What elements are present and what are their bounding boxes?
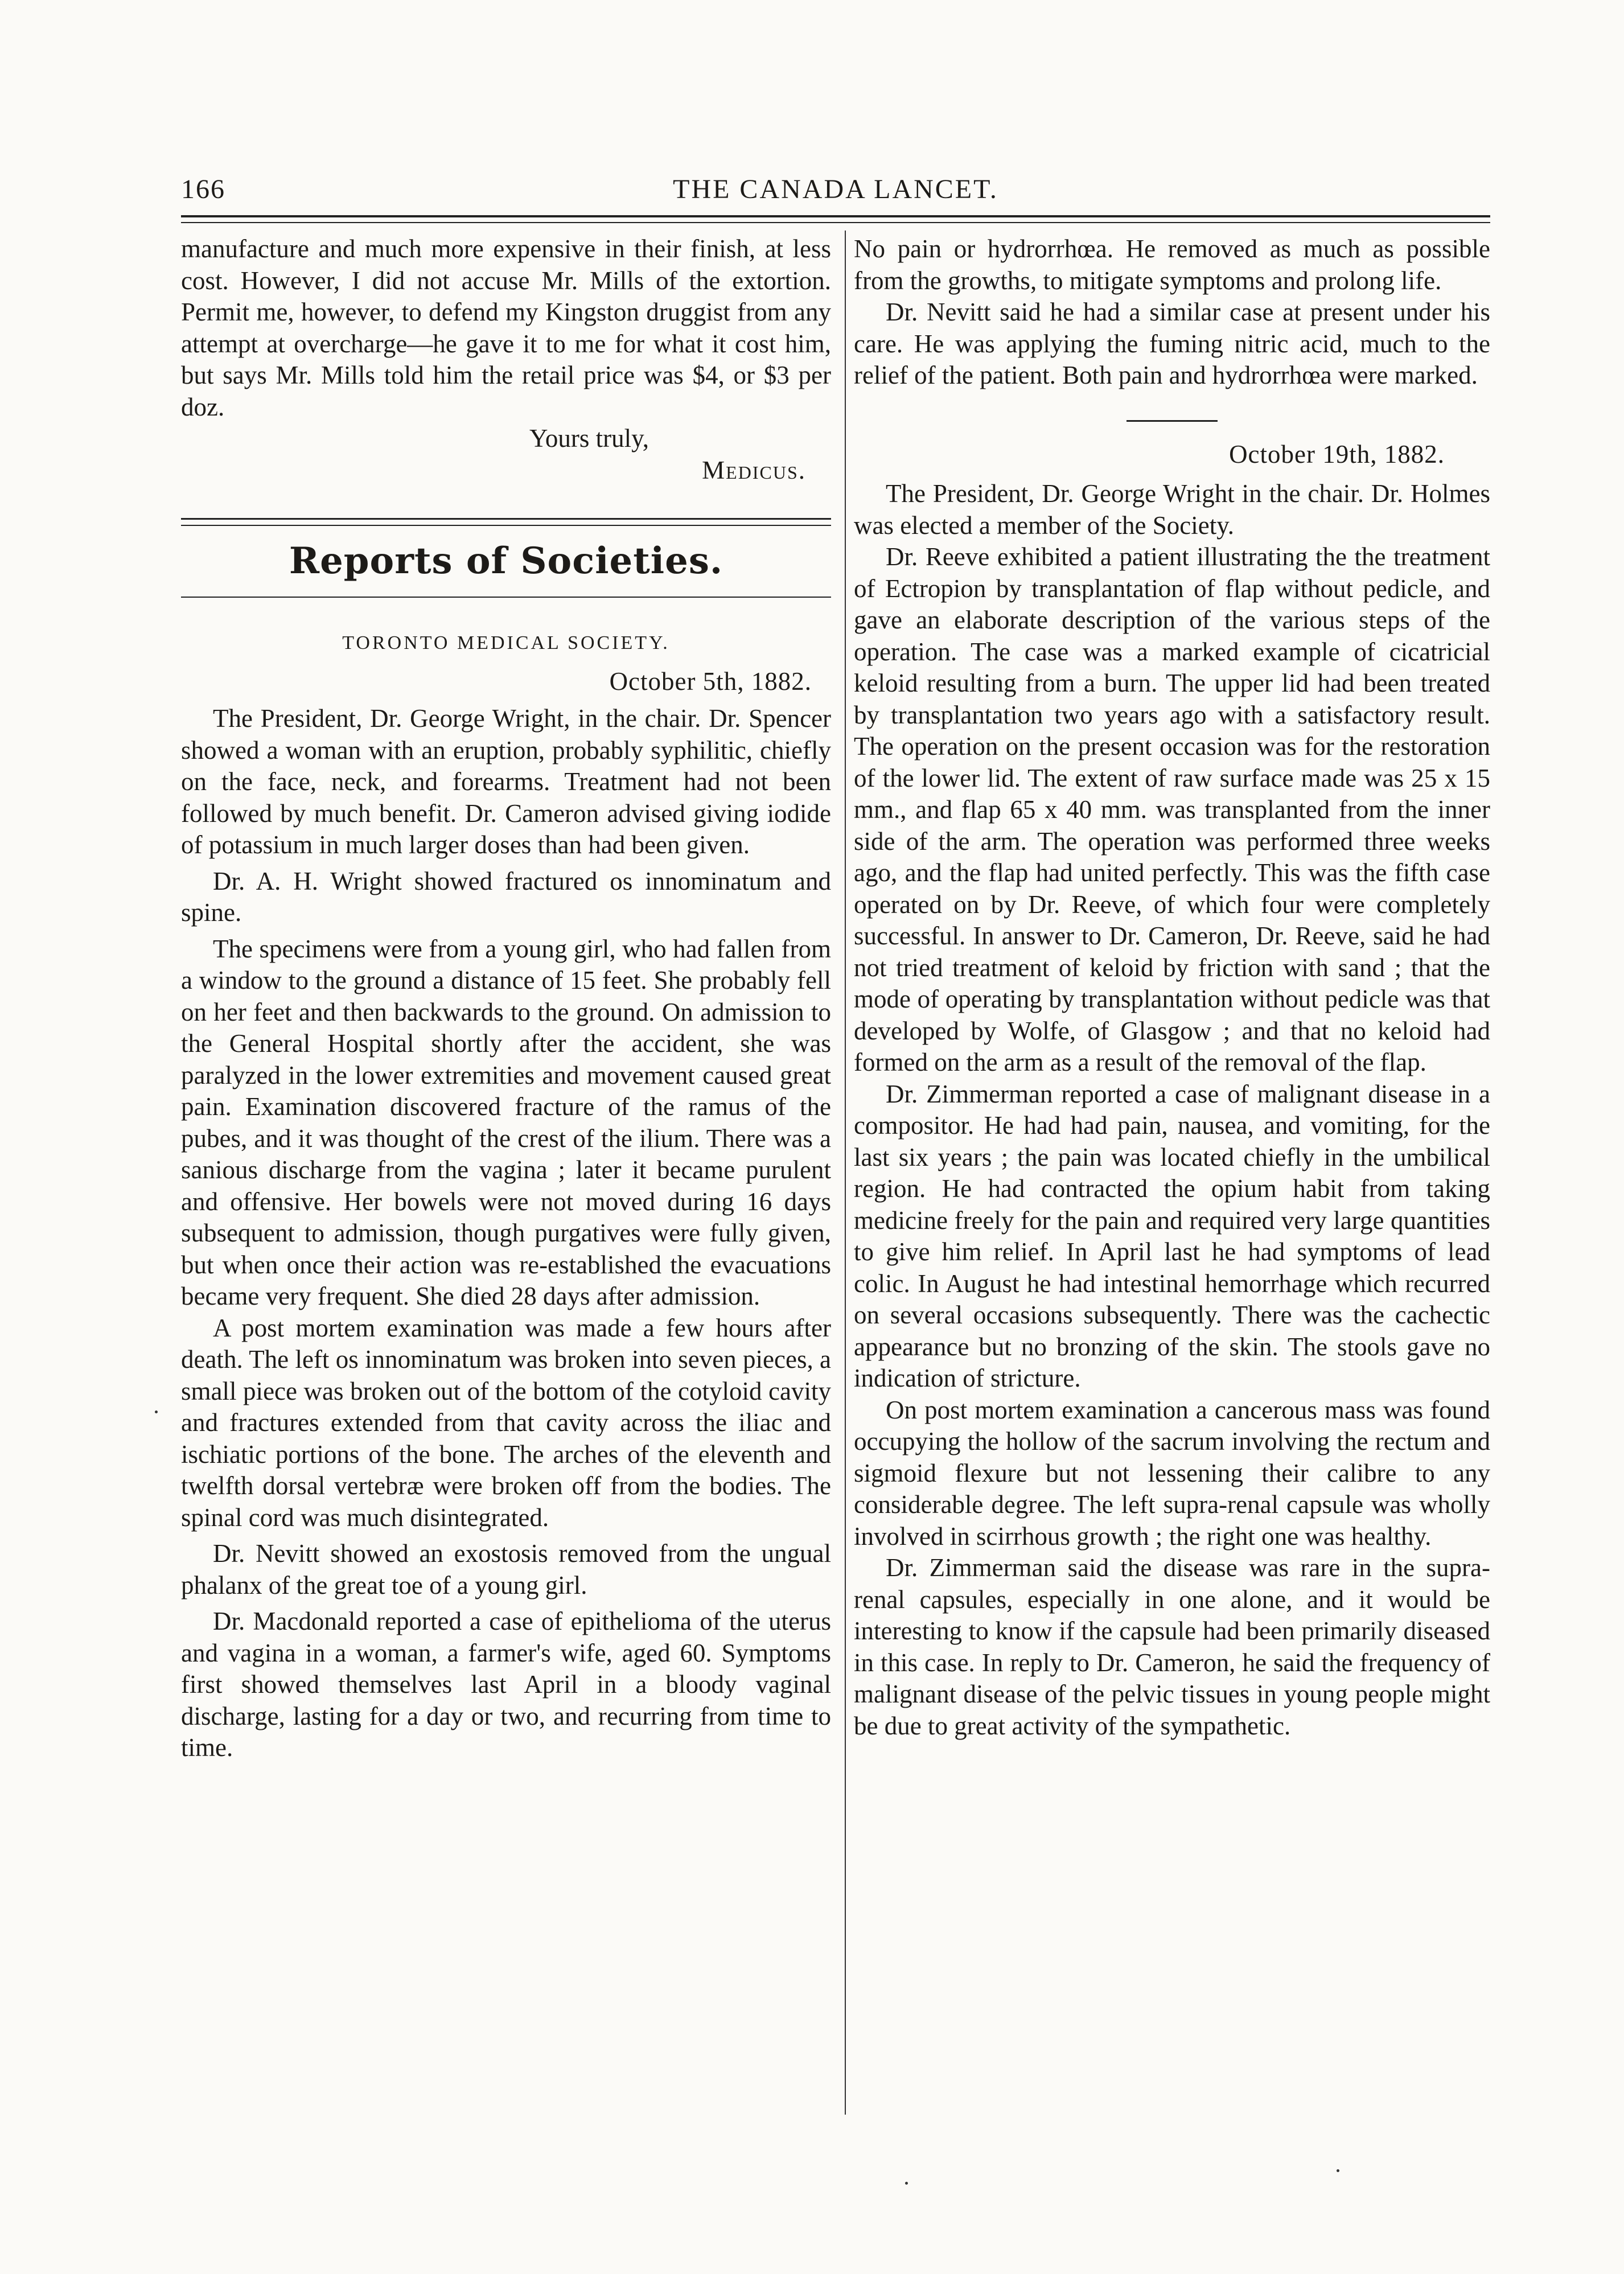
report-paragraph: The President, Dr. George Wright, in the chair. Dr. Spencer showed a woman with an eruption, probably syphilitic, chiefly on the face, neck, and forearms. Treatment had not been followed by much benefit. Dr. Cameron advised giving iodide of potassium in much larger doses than had been given. (181, 704, 831, 859)
column-divider (845, 231, 846, 2115)
meeting-date: October 5th, 1882. (609, 667, 812, 696)
report-paragraph: Dr. Macdonald reported a case of epithelioma of the uterus and vagina in a woman, a farmer's wife, aged 60. Symptoms first showed themselves last April in a bloody vaginal discharge, lasting for a day or two, and recurring from time to time. (181, 1607, 831, 1762)
society-name: TORONTO MEDICAL SOCIETY. (342, 632, 670, 653)
print-speck (905, 2182, 908, 2185)
meeting-date: October 19th, 1882. (1229, 439, 1445, 468)
signoff-line: Yours truly, (529, 424, 649, 453)
meeting-separator-rule (1126, 420, 1218, 422)
report-paragraph: A post mortem examination was made a few hours after death. The left os innominatum was broken into seven pieces, a small piece was broken out of the bottom of the cotyloid cavity and fractures extended from that cavity across the iliac and ischiatic portions of the bone. The arches of the eleventh and twelfth dorsal vertebræ were broken off from the bodies. The spinal cord was much disintegrated. (181, 1313, 831, 1532)
report-paragraph: Dr. Zimmerman said the disease was rare in the supra-renal capsules, especially in one alone, and it would be interesting to know if the capsule had been primarily diseased in this case. In reply to Dr. Cameron, he said the frequency of malignant disease of the pelvic tissues in young people might be due to great activity of the sympathetic. (854, 1553, 1490, 1740)
report-paragraph: The specimens were from a young girl, who had fallen from a window to the ground a distance of 15 feet. She probably fell on her feet and then backwards to the ground. On admission to the General Hospital shortly after the accident, she was paralyzed in the lower extremities and movement caused great pain. Examination discovered fracture of the ramus of the pubes, and it was thought of the crest of the ilium. There was a sanious discharge from the vagina ; later it became purulent and offensive. Her bowels were not moved during 16 days subsequent to admission, though purgatives were fully given, but when once their action was re-established the evacuations became very frequent. She died 28 days after admission. (181, 934, 831, 1310)
page-number: 166 (181, 174, 225, 204)
print-speck (1337, 2169, 1339, 2172)
report-paragraph: Dr. Zimmerman reported a case of malignant disease in a compositor. He had had pain, nausea, and vomiting, for the last six years ; the pain was located chiefly in the umbilical region. He had contracted the opium habit from taking medicine freely for the pain and required very large quantities to give him relief. In April last he had symptoms of lead colic. In August he had intestinal hemorrhage which recurred on several occasions subsequently. There was the cachectic appearance but no bronzing of the skin. The stools gave no indication of stricture. (854, 1079, 1490, 1392)
report-paragraph: Dr. A. H. Wright showed fractured os innominatum and spine. (181, 866, 831, 927)
section-rule-top (181, 518, 831, 526)
letter-paragraph: manufacture and much more expensive in their finish, at less cost. However, I did not accuse Mr. Mills of the extortion. Permit me, however, to defend my Kingston druggist from any attempt at overcharge—he gave it to me for what it cost him, but says Mr. Mills told him the retail price was $4, or $3 per doz. (181, 235, 831, 421)
report-paragraph: No pain or hydrorrhœa. He removed as much as possible from the growths, to mitigate symptoms and prolong life. (854, 235, 1490, 295)
section-rule-bottom (181, 597, 831, 598)
right-column (854, 233, 1490, 1742)
report-paragraph: The President, Dr. George Wright in the chair. Dr. Holmes was elected a member of the Society. (854, 479, 1490, 540)
print-speck (155, 1411, 158, 1413)
report-paragraph: On post mortem examination a cancerous mass was found occupying the hollow of the sacrum involving the rectum and sigmoid flexure but not lessening their calibre to any considerable degree. The left supra-renal capsule was wholly involved in scirrhous growth ; the right one was healthy. (854, 1395, 1490, 1551)
report-paragraph: Dr. Nevitt showed an exostosis removed from the ungual phalanx of the great toe of a young girl. (181, 1539, 831, 1599)
header-rule-thin (181, 222, 1490, 223)
header-rule-thick (181, 215, 1490, 217)
section-title: Reports of Societies. (289, 540, 723, 582)
page-header (181, 174, 1490, 208)
report-paragraph: Dr. Reeve exhibited a patient illustrating the the treatment of Ectropion by transplantation of flap without pedicle, and gave an elaborate description of the various steps of the operation. The case was a marked example of cicatricial keloid resulting from a burn. The upper lid had been treated by transplantation two years ago with a satisfactory result. The operation on the present occasion was for the restoration of the lower lid. The extent of raw surface made was 25 x 15 mm., and flap 65 x 40 mm. was transplanted from the inner side of the arm. The operation was performed three weeks ago, and the flap had united perfectly. This was the fifth case operated on by Dr. Reeve, of which four were completely successful. In answer to Dr. Cameron, Dr. Reeve, said he had not tried treatment of keloid by friction with sand ; that the mode of operating by transplantation without pedicle was that developed by Wolfe, of Glasgow ; and that no keloid had formed on the arm as a result of the removal of the flap. (854, 542, 1490, 1076)
signoff-name: Medicus. (702, 455, 806, 484)
journal-title: THE CANADA LANCET. (673, 174, 998, 204)
left-column (181, 233, 831, 1764)
report-paragraph: Dr. Nevitt said he had a similar case at present under his care. He was applying the fuming nitric acid, much to the relief of the patient. Both pain and hydrorrhœa were marked. (854, 298, 1490, 389)
